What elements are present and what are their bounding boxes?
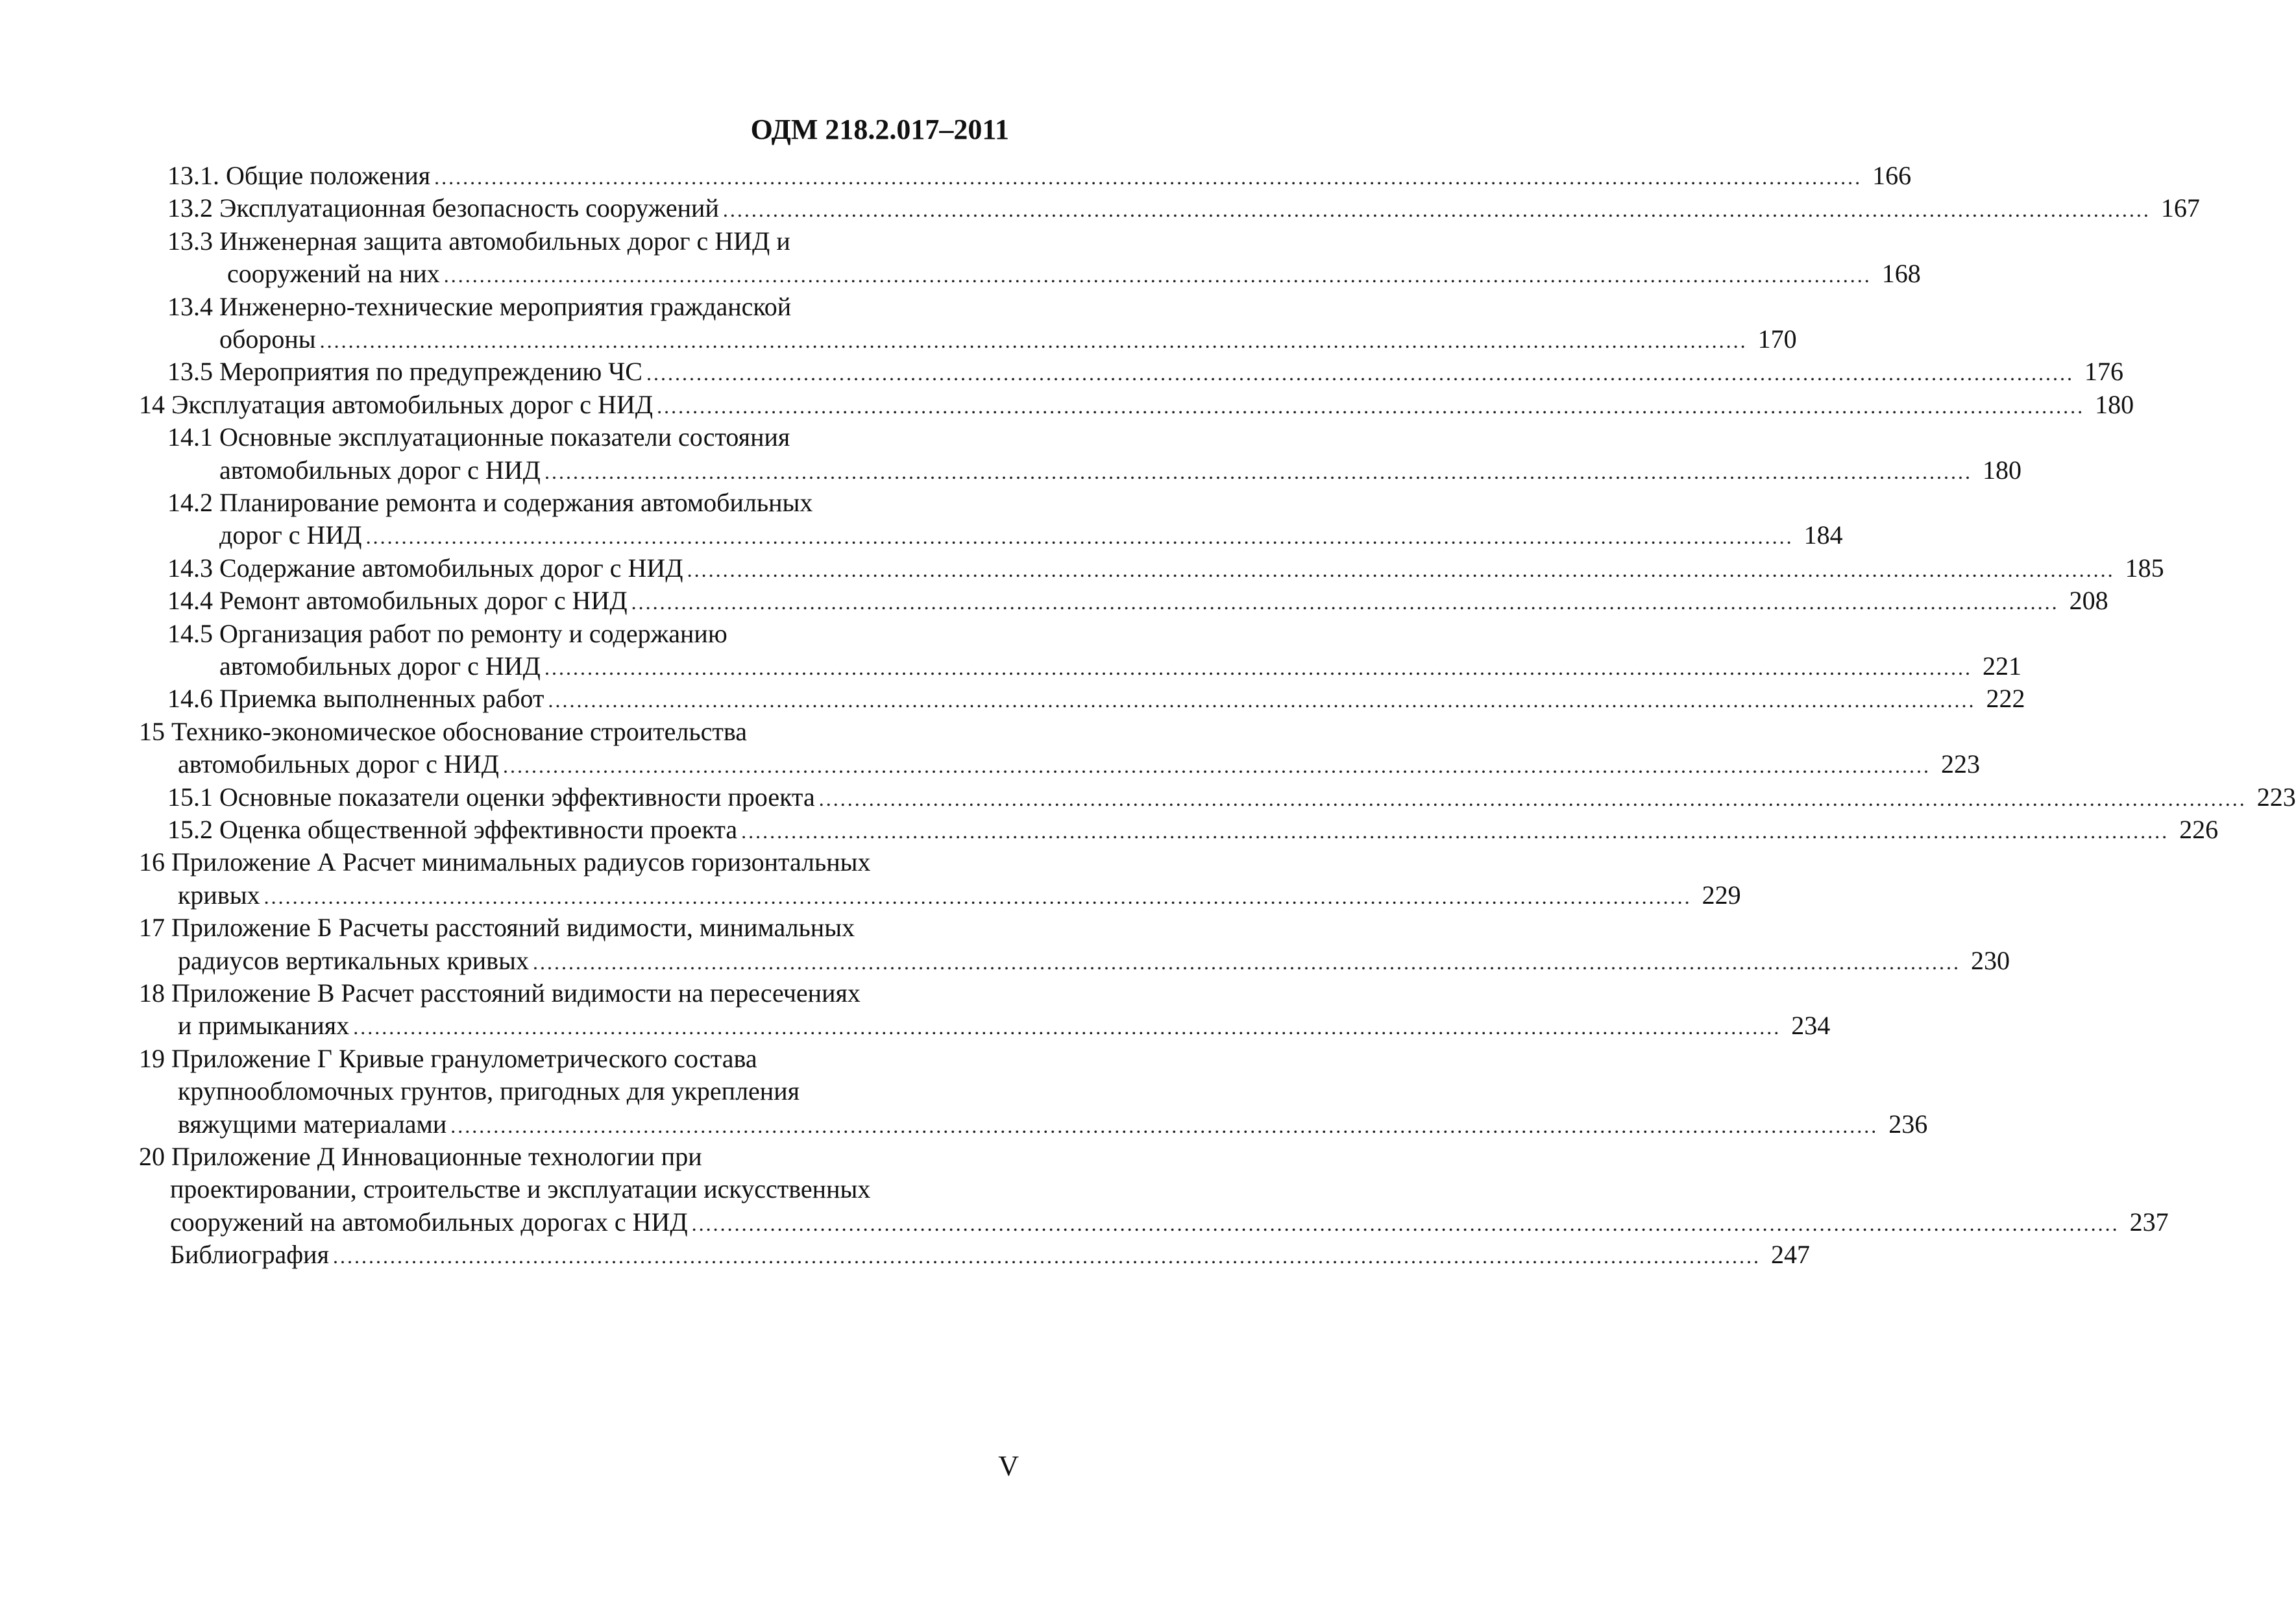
toc-entry-title: 14.2 Планирование ремонта и содержания автомобильных (167, 488, 813, 517)
toc-entry-title: 15.1 Основные показатели оценки эффективности проекта (167, 782, 815, 812)
toc-entry (167, 158, 1912, 194)
toc-entry-title: автомобильных дорог с НИД (178, 749, 499, 779)
toc-entry-page: 176 (2084, 357, 2123, 387)
toc-entry (167, 812, 2219, 848)
toc-entry-title: проектировании, строительстве и эксплуатации искусственных (170, 1174, 871, 1204)
toc-entry (178, 1106, 1928, 1143)
toc-entry-page: 222 (1986, 684, 2025, 714)
dot-leader: ........................................................................................................................................................................................................ (741, 819, 2169, 843)
toc-entry (219, 648, 2021, 684)
toc-entry-title: автомобильных дорог с НИД (219, 651, 541, 681)
toc-entry-title: 14.6 Приемка выполненных работ (167, 684, 544, 714)
dot-leader: ........................................................................................................................................................................................................ (544, 459, 1972, 483)
toc-entry (219, 517, 1843, 553)
toc-entry-page: 166 (1872, 161, 1912, 190)
toc-entry (170, 1171, 870, 1207)
toc-entry (219, 452, 2021, 489)
toc-entry-page: 180 (2095, 389, 2134, 419)
toc-entry-title: сооружений на них (227, 259, 440, 289)
dot-leader: ........................................................................................................................................................................................................ (657, 394, 2085, 418)
dot-leader: ........................................................................................................................................................................................................ (365, 525, 1794, 549)
toc-entry (139, 1139, 702, 1175)
toc-entry (167, 289, 791, 325)
toc-entry-page: 167 (2160, 193, 2200, 223)
dot-leader: ........................................................................................................................................................................................................ (687, 557, 2115, 581)
toc-entry-title: крупнообломочных грунтов, пригодных для укрепления (178, 1076, 800, 1106)
toc-entry-page: 223 (1940, 749, 1980, 779)
toc-entry-title: 14.3 Содержание автомобильных дорог с НИД (167, 553, 683, 583)
toc-entry (167, 616, 727, 652)
toc-entry-title: 20 Приложение Д Инновационные технологии при (139, 1142, 702, 1171)
toc-entry-title: 14.4 Ремонт автомобильных дорог с НИД (167, 586, 628, 616)
toc-entry (139, 844, 871, 880)
toc-entry-page: 168 (1881, 259, 1921, 289)
toc-entry-title: 18 Приложение В Расчет расстояний видимости на пересечениях (139, 978, 861, 1008)
toc-entry (219, 321, 1797, 357)
toc-entry (227, 256, 1921, 292)
toc-entry-title: 13.4 Инженерно-технические мероприятия гражданской (167, 291, 792, 321)
dot-leader: ........................................................................................................................................................................................................ (434, 165, 1862, 189)
toc-entry (167, 681, 2025, 717)
toc-entry-title: вяжущими материалами (178, 1109, 447, 1139)
toc-entry-page: 185 (2125, 553, 2164, 583)
toc-entry-title: сооружений на автомобильных дорогах с НИД (170, 1207, 688, 1237)
toc-entry-page: 229 (1702, 880, 1741, 910)
toc-entry-title: 13.2 Эксплуатационная безопасность сооружений (167, 193, 719, 223)
toc-entry-page: 234 (1791, 1011, 1831, 1041)
toc-entry-title: обороны (219, 324, 316, 354)
dot-leader: ........................................................................................................................................................................................................ (544, 656, 1972, 679)
toc-entry-title: 13.3 Инженерная защита автомобильных дорог с НИД и (167, 226, 790, 256)
dot-leader: ........................................................................................................................................................................................................ (263, 884, 1692, 908)
toc-entry (178, 943, 2010, 979)
dot-leader: ........................................................................................................................................................................................................ (450, 1113, 1879, 1137)
toc-entry (178, 877, 1741, 913)
dot-leader: ........................................................................................................................................................................................................ (548, 688, 1976, 712)
toc-entry (167, 485, 812, 521)
toc-entry-page: 226 (2179, 815, 2219, 844)
toc-entry (139, 1041, 757, 1077)
toc-entry (178, 746, 1980, 782)
toc-entry-title: автомобильных дорог с НИД (219, 455, 541, 485)
page-number: V (998, 1450, 1019, 1482)
toc-entry-page: 230 (1970, 945, 2010, 975)
toc-entry-title: 15.2 Оценка общественной эффективности проекта (167, 815, 738, 844)
toc-entry (167, 583, 2108, 619)
toc-entry-page: 180 (1982, 455, 2021, 485)
toc-entry-title: 17 Приложение Б Расчеты расстояний видимости, минимальных (139, 913, 855, 943)
toc-entry-page: 184 (1803, 520, 1843, 550)
toc-entry-page: 247 (1770, 1240, 1810, 1270)
dot-leader: ........................................................................................................................................................................................................ (353, 1015, 1781, 1039)
toc-entry-title: 16 Приложение А Расчет минимальных радиусов горизонтальных (139, 847, 871, 877)
toc-entry-title: кривых (178, 880, 260, 910)
dot-leader: ........................................................................................................................................................................................................ (818, 786, 2247, 810)
dot-leader: ........................................................................................................................................................................................................ (722, 198, 2151, 222)
dot-leader: ........................................................................................................................................................................................................ (532, 950, 1960, 974)
toc-entry (178, 1073, 800, 1109)
toc-entry-title: радиусов вертикальных кривых (178, 945, 529, 975)
toc-entry-page: 237 (2129, 1207, 2169, 1237)
toc-entry-title: 19 Приложение Г Кривые гранулометрического состава (139, 1043, 757, 1073)
toc-entry-page: 221 (1982, 651, 2021, 681)
toc-entry-page: 170 (1757, 324, 1797, 354)
dot-leader: ........................................................................................................................................................................................................ (631, 590, 2059, 614)
toc-entry (167, 779, 2296, 816)
toc-entry-title: 14.1 Основные эксплуатационные показатели состояния (167, 422, 790, 452)
toc-entry (139, 910, 855, 946)
toc-entry-title: 13.5 Мероприятия по предупреждению ЧС (167, 357, 642, 387)
toc-entry (178, 1008, 1831, 1044)
dot-leader: ........................................................................................................................................................................................................ (646, 361, 2074, 385)
toc-entry-title: 15 Технико-экономическое обоснование строительства (139, 716, 747, 746)
toc-entry (167, 223, 790, 260)
toc-entry (167, 550, 2164, 587)
toc-entry-page: 223 (2256, 782, 2296, 812)
toc-entry (167, 190, 2200, 226)
dot-leader: ........................................................................................................................................................................................................ (319, 329, 1748, 352)
toc-entry (139, 714, 747, 750)
toc-entry-title: и примыканиях (178, 1011, 350, 1041)
dot-leader: ........................................................................................................................................................................................................ (443, 263, 1872, 287)
toc-entry (170, 1237, 1810, 1273)
toc-entry (170, 1204, 2169, 1240)
dot-leader: ........................................................................................................................................................................................................ (502, 754, 1931, 778)
document-code-header: ОДМ 218.2.017–2011 (750, 114, 1009, 145)
toc-entry (139, 975, 861, 1011)
toc-entry-title: 14 Эксплуатация автомобильных дорог с НИД (139, 389, 653, 419)
toc-entry-title: 13.1. Общие положения (167, 161, 431, 190)
toc-entry-page: 236 (1888, 1109, 1928, 1139)
toc-entry (167, 354, 2123, 390)
toc-entry (167, 419, 790, 455)
dot-leader: ........................................................................................................................................................................................................ (332, 1244, 1761, 1268)
dot-leader: ........................................................................................................................................................................................................ (691, 1211, 2119, 1235)
toc-entry-page: 208 (2069, 586, 2108, 616)
toc-entry-title: Библиография (170, 1240, 329, 1270)
toc-entry-title: 14.5 Организация работ по ремонту и содержанию (167, 618, 727, 648)
toc-entry-title: дорог с НИД (219, 520, 362, 550)
toc-entry (139, 387, 2134, 423)
